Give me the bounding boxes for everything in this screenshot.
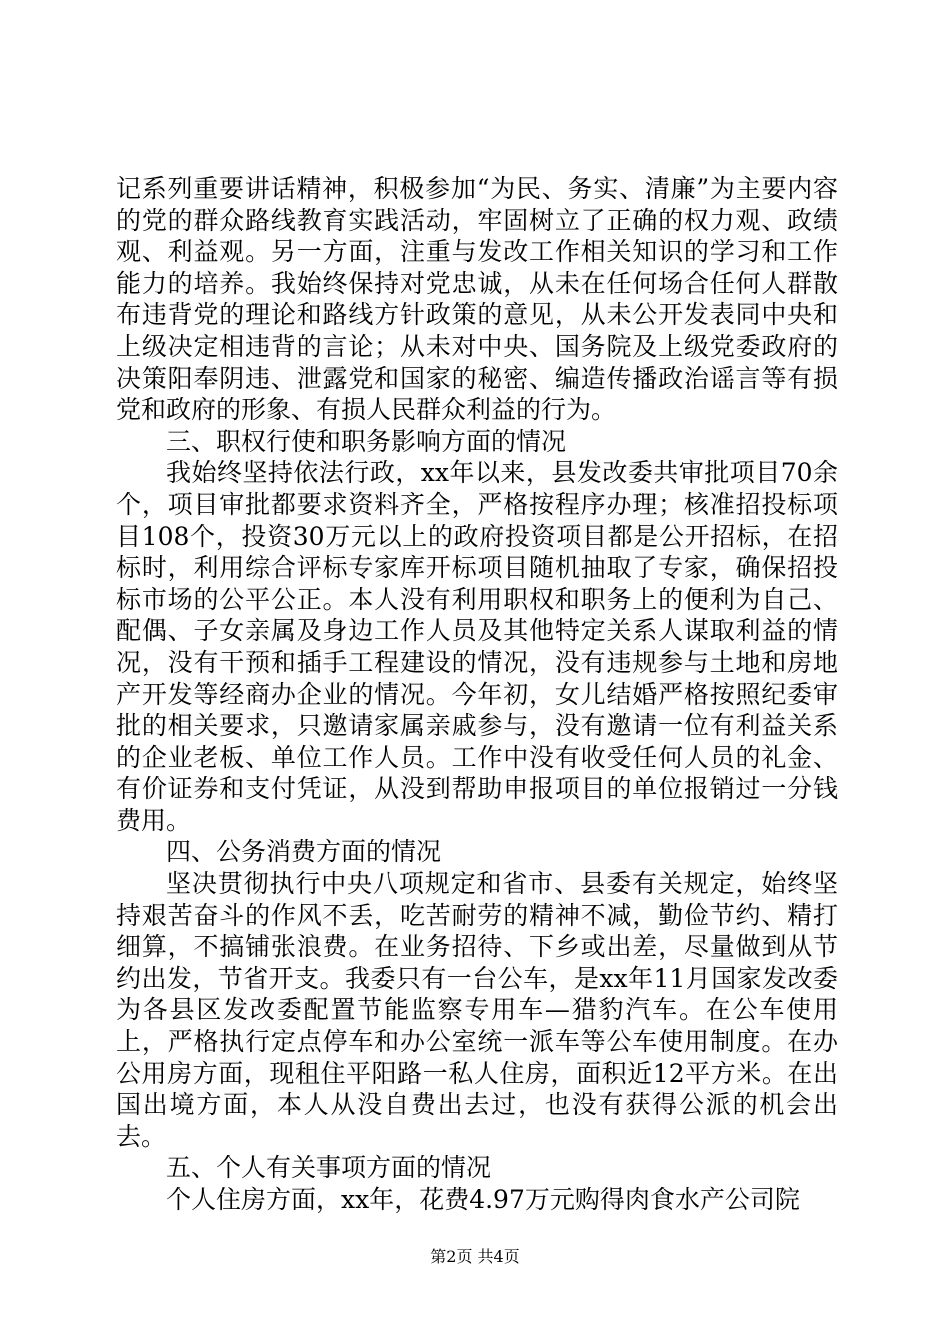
page-number-label: 第2页 共4页 [430, 1247, 520, 1266]
paragraph-continuation: 记系列重要讲话精神，积极参加“为民、务实、清廉”为主要内容的党的群众路线教育实践活动，牢固树立了正确的权力观、政绩观、利益观。另一方面，注重与发改工作相关知识的学习和工作能力的培养。我始终保持对党忠诚，从未在任何场合任何人群散布违背党的理论和路线方针政策的意见，从未公开发表同中央和上级决定相违背的言论；从未对中央、国务院及上级党委政府的决策阳奉阴违、泄露党和国家的秘密、编造传播政治谣言等有损党和政府的形象、有损人民群众利益的行为。 [116, 174, 838, 425]
section-heading-4: 四、公务消费方面的情况 [166, 837, 442, 867]
section-heading-3: 三、职权行使和职务影响方面的情况 [166, 426, 567, 456]
paragraph-official-consumption: 坚决贯彻执行中央八项规定和省市、县委有关规定，始终坚持艰苦奋斗的作风不丢，吃苦耐劳的精神不减，勤俭节约、精打细算，不搞铺张浪费。在业务招待、下乡或出差，尽量做到从节约出发，节省开支。我委只有一台公车，是xx年11月国家发改委为各县区发改委配置节能监察专用车—猎豹汽车。在公车使用上，严格执行定点停车和办公室统一派车等公车使用制度。在办公用房方面，现租住平阳路一私人住房，面积近12平方米。在出国出境方面，本人从没自费出去过，也没有获得公派的机会出去。 [116, 869, 838, 1151]
section-heading-5: 五、个人有关事项方面的情况 [166, 1153, 492, 1183]
page-footer [0, 1244, 950, 1267]
paragraph-personal-matters: 个人住房方面，xx年，花费4.97万元购得肉食水产公司院 [166, 1185, 800, 1214]
paragraph-duty-exercise: 我始终坚持依法行政，xx年以来，县发改委共审批项目70余个，项目审批都要求资料齐全，严格按程序办理；核准招投标项目108个，投资30万元以上的政府投资项目都是公开招标，在招标时，利用综合评标专家库开标项目随机抽取了专家，确保招投标市场的公平公正。本人没有利用职权和职务上的便利为自己、配偶、子女亲属及身边工作人员及其他特定关系人谋取利益的情况，没有干预和插手工程建设的情况，没有违规参与土地和房地产开发等经商办企业的情况。今年初，女儿结婚严格按照纪委审批的相关要求，只邀请家属亲戚参与，没有邀请一位有利益关系的企业老板、单位工作人员。工作中没有收受任何人员的礼金、有价证券和支付凭证，从没到帮助申报项目的单位报销过一分钱费用。 [116, 458, 838, 835]
document-body [116, 173, 838, 1216]
